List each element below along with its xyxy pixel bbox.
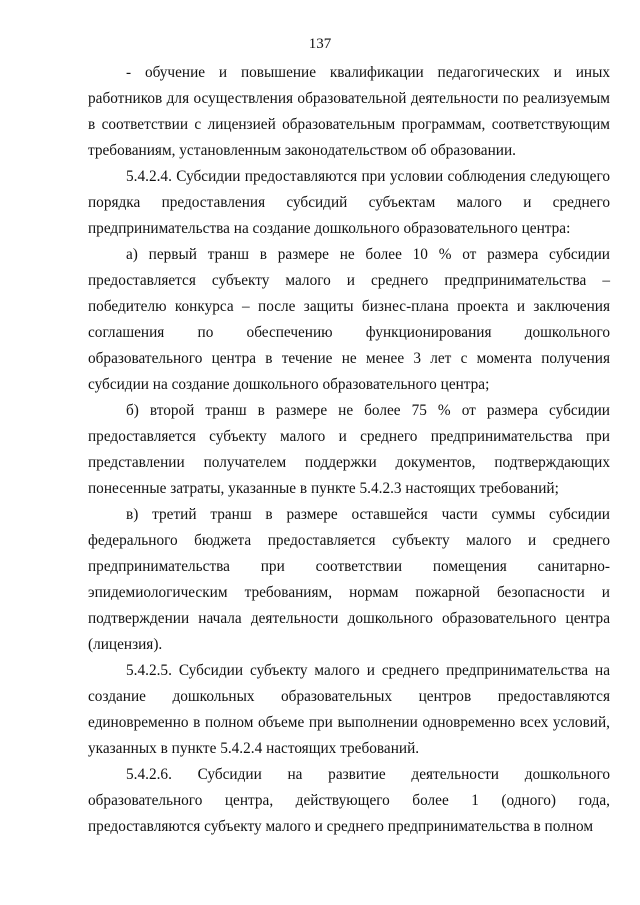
paragraph-third-tranche: в) третий транш в размере оставшейся части суммы субсидии федерального бюджета предоставляется субъекту малого и среднего предпринимательства при соответствии помещения санитарно-эпидемиологическим требованиям, нормам пожарной безопасности и подтверждении начала деятельности дошкольного образовательного центра (лицензия).: [88, 506, 610, 653]
paragraph-training-bullet: - обучение и повышение квалификации педагогических и иных работников для осуществления образовательной деятельности по реализуемым в соответствии с лицензией образовательным программам, соответствующим требованиям, установленным законодательством об образовании.: [88, 64, 610, 159]
paragraph-first-tranche: а) первый транш в размере не более 10 % от размера субсидии предоставляется субъекту малого и среднего предпринимательства – победителю конкурса – после защиты бизнес-плана проекта и заключения соглашения по обеспечению функционирования дошкольного образовательного центра в течение не менее 3 лет с момента получения субсидии на создание дошкольного образовательного центра;: [88, 246, 610, 393]
document-body: [88, 60, 610, 840]
paragraph-5-4-2-6: 5.4.2.6. Субсидии на развитие деятельности дошкольного образовательного центра, действующего более 1 (одного) года, предоставляются субъекту малого и среднего предпринимательства в полном: [88, 766, 610, 835]
paragraph-second-tranche: б) второй транш в размере не более 75 % от размера субсидии предоставляется субъекту малого и среднего предпринимательства при представлении получателем поддержки документов, подтверждающих понесенные затраты, указанные в пункте 5.4.2.3 настоящих требований;: [88, 402, 610, 497]
paragraph-5-4-2-4: 5.4.2.4. Субсидии предоставляются при условии соблюдения следующего порядка предоставления субсидий субъектам малого и среднего предпринимательства на создание дошкольного образовательного центра:: [88, 168, 610, 237]
paragraph-5-4-2-5: 5.4.2.5. Субсидии субъекту малого и среднего предпринимательства на создание дошкольных образовательных центров предоставляются единовременно в полном объеме при выполнении одновременно всех условий, указанных в пункте 5.4.2.4 настоящих требований.: [88, 662, 610, 757]
page-number: 137: [308, 36, 332, 52]
